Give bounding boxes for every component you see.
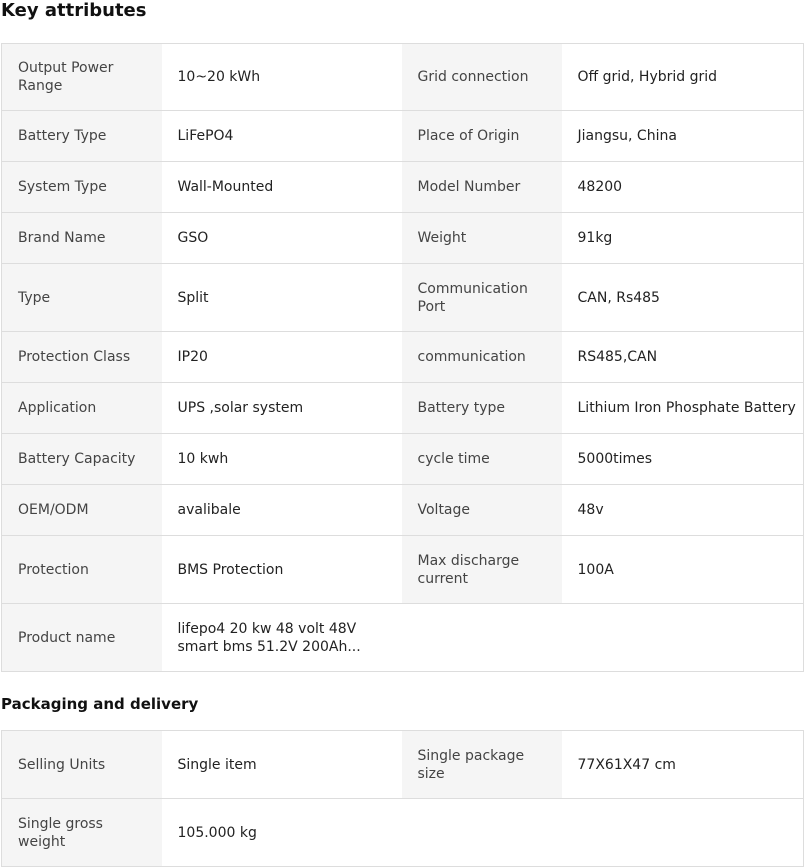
- table-row: [2, 44, 804, 111]
- table-row: [2, 111, 804, 162]
- table-row: [2, 162, 804, 213]
- empty-cell: [402, 799, 562, 867]
- table-row: [2, 731, 804, 799]
- empty-cell: [562, 604, 804, 672]
- attribute-value: IP20: [162, 332, 402, 383]
- attribute-label: Product name: [2, 604, 162, 672]
- key-attributes-title: Key attributes: [1, 0, 147, 21]
- attribute-value: RS485,CAN: [562, 332, 804, 383]
- attribute-value: Off grid, Hybrid grid: [562, 44, 804, 111]
- attribute-value: 10 kwh: [162, 434, 402, 485]
- table-row: [2, 332, 804, 383]
- attribute-label: Protection Class: [2, 332, 162, 383]
- attribute-label: Place of Origin: [402, 111, 562, 162]
- attribute-label: Application: [2, 383, 162, 434]
- attribute-label: Voltage: [402, 485, 562, 536]
- table-row: [2, 536, 804, 604]
- attribute-value: CAN, Rs485: [562, 264, 804, 332]
- attribute-value: UPS ,solar system: [162, 383, 402, 434]
- packaging-title: Packaging and delivery: [1, 695, 199, 713]
- attribute-label: Battery type: [402, 383, 562, 434]
- attribute-label: Model Number: [402, 162, 562, 213]
- attribute-value: 105.000 kg: [162, 799, 402, 867]
- table-row: [2, 799, 804, 867]
- attribute-label: System Type: [2, 162, 162, 213]
- key-attributes-table: [1, 43, 804, 672]
- table-row: [2, 485, 804, 536]
- attribute-label: Battery Capacity: [2, 434, 162, 485]
- attribute-label: Selling Units: [2, 731, 162, 799]
- attribute-label: Single gross weight: [2, 799, 162, 867]
- attribute-value: [162, 604, 402, 672]
- attribute-value: Jiangsu, China: [562, 111, 804, 162]
- attribute-label: Brand Name: [2, 213, 162, 264]
- attribute-value: 48200: [562, 162, 804, 213]
- attribute-label: communication: [402, 332, 562, 383]
- attribute-label: Grid connection: [402, 44, 562, 111]
- attribute-value: 77X61X47 cm: [562, 731, 804, 799]
- attribute-label: Max discharge current: [402, 536, 562, 604]
- attribute-label: Single package size: [402, 731, 562, 799]
- attribute-value: Wall-Mounted: [162, 162, 402, 213]
- table-row: [2, 264, 804, 332]
- attribute-value: Single item: [162, 731, 402, 799]
- attribute-label: OEM/ODM: [2, 485, 162, 536]
- attribute-value: Lithium Iron Phosphate Battery: [562, 383, 804, 434]
- attribute-value: 100A: [562, 536, 804, 604]
- table-row: [2, 383, 804, 434]
- attribute-value: LiFePO4: [162, 111, 402, 162]
- attribute-value: 48v: [562, 485, 804, 536]
- table-row: [2, 604, 804, 672]
- attribute-label: Weight: [402, 213, 562, 264]
- attribute-label: Output Power Range: [2, 44, 162, 111]
- empty-cell: [402, 604, 562, 672]
- attribute-value: avalibale: [162, 485, 402, 536]
- attribute-value: BMS Protection: [162, 536, 402, 604]
- attribute-value: 10~20 kWh: [162, 44, 402, 111]
- packaging-table: [1, 730, 804, 867]
- table-row: [2, 213, 804, 264]
- attribute-label: Protection: [2, 536, 162, 604]
- attribute-label: Communication Port: [402, 264, 562, 332]
- empty-cell: [562, 799, 804, 867]
- attribute-label: cycle time: [402, 434, 562, 485]
- attribute-value: 5000times: [562, 434, 804, 485]
- attribute-value: GSO: [162, 213, 402, 264]
- attribute-label: Battery Type: [2, 111, 162, 162]
- attribute-label: Type: [2, 264, 162, 332]
- product-name-value: lifepo4 20 kw 48 volt 48V smart bms 51.2V 200Ah...: [177, 620, 361, 655]
- attribute-value: 91kg: [562, 213, 804, 264]
- table-row: [2, 434, 804, 485]
- attribute-value: Split: [162, 264, 402, 332]
